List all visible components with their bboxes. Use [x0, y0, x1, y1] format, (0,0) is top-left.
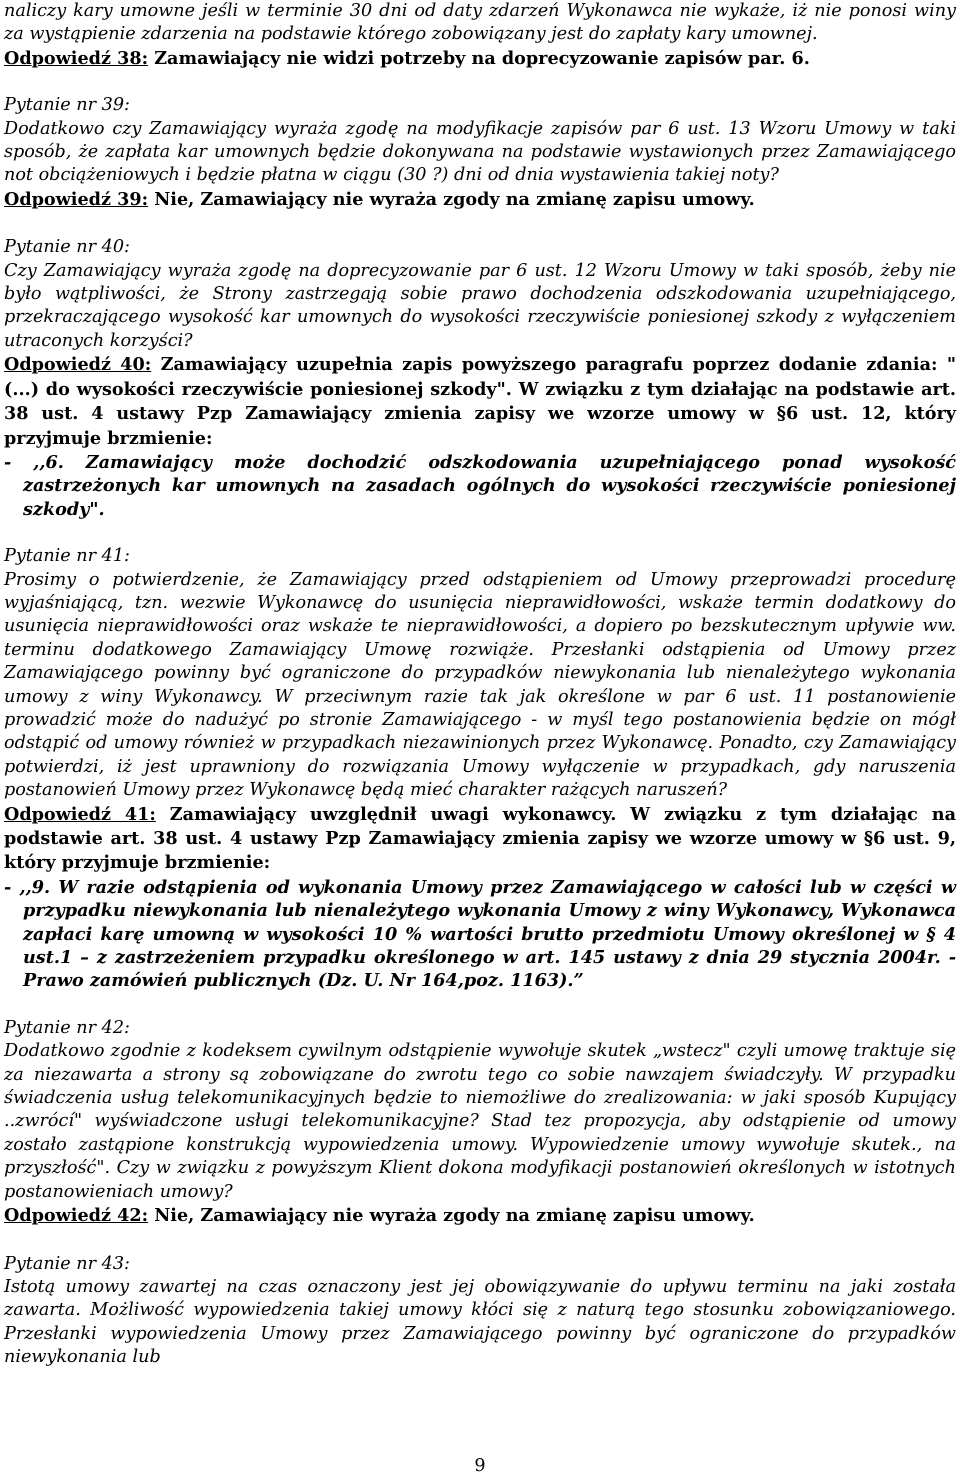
answer-text: Zamawiający uzupełnia zapis powyższego paragrafu poprzez dodanie zdania: "(...) do wysokości rzeczywiście poniesionej szkody". W związku z tym działając na podstawie art. 38 ust. 4 ustawy Pzp Zamawiający zmienia zapisy we wzorze umowy w §6 ust. 12, który przyjmuje brzmienie: — [4, 354, 956, 449]
answer-label: Odpowiedź 41: — [4, 803, 156, 825]
question-text-43: Istotą umowy zawartej na czas oznaczony jest jej obowiązywanie do upływu terminu na jaki została zawarta. Możliwość wypowiedzenia takiej umowy kłóci się z naturą tego stosunku zobowiązaniowego. Przesłanki wypowiedzenia Umowy przez Zamawiającego powinny być ograniczone do przypadków niewykonania lub — [4, 1276, 956, 1368]
continued-text — [4, 0, 956, 47]
answer-label: Odpowiedź 42: — [4, 1205, 149, 1227]
answer-label: Odpowiedź 39: — [4, 188, 149, 210]
question-text-40: Czy Zamawiający wyraża zgodę na doprecyzowanie par 6 ust. 12 Wzoru Umowy w taki sposób, żeby nie było wątpliwości, że Strony zastrzegają sobie prawo dochodzenia odszkodowania uzupełniającego, przekraczającego wysokość kar umownych do wysokości rzeczywiście poniesionej szkody z wyłączeniem utraconych korzyści? — [4, 260, 956, 351]
question-heading-40: Pytanie nr 40: — [4, 237, 130, 258]
question-heading-43: Pytanie nr 43: — [4, 1253, 130, 1274]
question-heading-42: Pytanie nr 42: — [4, 1017, 130, 1038]
answer-text: Nie, Zamawiający nie wyraża zgody na zmianę zapisu umowy. — [148, 188, 755, 210]
answer-38 — [4, 47, 956, 71]
question-heading-39: Pytanie nr 39: — [4, 95, 130, 116]
document-page — [4, 0, 956, 1370]
answer-text: Nie, Zamawiający nie wyraża zgody na zmianę zapisu umowy. — [148, 1205, 755, 1227]
question-text-39: Dodatkowo czy Zamawiający wyraża zgodę na modyfikacje zapisów par 6 ust. 13 Wzoru Umowy w taki sposób, że zapłata kar umownych będzie dokonywana na podstawie wystawionych przez Zamawiającego not obciążeniowych i będzie płatna w ciągu (30 ?) dni od dnia wystawienia takiej noty? — [4, 118, 956, 186]
question-text-42: Dodatkowo zgodnie z kodeksem cywilnym odstąpienie wywołuje skutek „wstecz" czyli umowę traktuje się za niezawarta a strony są zobowiązane do zwrotu tego co sobie nawzajem świadczyły. W przypadku świadczenia usług telekomunikacyjnych będzie to niemożliwe do zrealizowania: w jaki sposób Kupujący ..zwrócí" wyświadczone usługi telekomunikacyjne? Stad tez propozycja, aby odstąpienie od umowy zostało zastąpione konstrukcją wypowiedzenia umowy. Wypowiedzenie umowy wywołuje skutek., na przyszłość". Czy w związku z powyższym Klient dokona modyfikacji postanowień określonych w istotnych postanowieniach umowy? — [4, 1041, 956, 1202]
question-text-41: Prosimy o potwierdzenie, że Zamawiający przed odstąpieniem od Umowy przeprowadzi procedurę wyjaśniającą, tzn. wezwie Wykonawcę do usunięcia nieprawidłowości, wskaże termin dodatkowy do usunięcia nieprawidłowości oraz wskaże te nieprawidłowości, a dopiero po bezskutecznym upływie ww. terminu dodatkowego Zamawiający Umowę rozwiąże. Przesłanki odstąpienia od Umowy przez Zamawiającego powinny być ograniczone do przypadków niewykonania lub nienależytego wykonania umowy z winy Wykonawcy. W przeciwnym razie tak jak określone w par 6 ust. 11 postanowienie prowadzić może do nadużyć po stronie Zamawiającego - w myśl tego postanowienia będzie on mógł odstąpić od umowy również w przypadkach niezawinionych przez Wykonawcę. Ponadto, czy Zamawiający potwierdzi, iż jest uprawniony do rozwiązania Umowy wyłączenie w przypadkach, gdy naruszenia postanowień Umowy przez Wykonawcę będą mieć charakter rażących naruszeń? — [4, 569, 956, 801]
page-number: 9 — [474, 1456, 486, 1476]
answer-41 — [4, 803, 956, 876]
answer-label: Odpowiedź 38: — [4, 47, 149, 69]
answer-label: Odpowiedź 40: — [4, 354, 152, 376]
answer-39 — [4, 188, 956, 212]
amended-clause-40: - ,,6. Zamawiający może dochodzić odszkodowania uzupełniającego ponad wysokość zastrzeżonych kar umownych na zasadach ogólnych do wysokości rzeczywiście poniesionej szkody". — [4, 451, 956, 520]
question-text: naliczy kary umowne jeśli w terminie 30 dni od daty zdarzeń Wykonawca nie wykaże, iż nie ponosi winy za wystąpienie zdarzenia na podstawie którego zobowiązany jest do zapłaty kary umownej. — [4, 1, 956, 45]
answer-40 — [4, 353, 956, 451]
answer-text: Zamawiający nie widzi potrzeby na doprecyzowanie zapisów par. 6. — [148, 47, 810, 69]
answer-42 — [4, 1204, 956, 1228]
question-heading-41: Pytanie nr 41: — [4, 546, 130, 567]
amended-clause-41: - ,,9. W razie odstąpienia od wykonania Umowy przez Zamawiającego w całości lub w części w przypadku niewykonania lub nienależytego wykonania Umowy z winy Wykonawcy, Wykonawca zapłaci karę umowną w wysokości 10 % wartości brutto przedmiotu Umowy określonej w § 4 ust.1 – z zastrzeżeniem przypadku określonego w art. 145 ustawy z dnia 29 stycznia 2004r. - Prawo zamówień publicznych (Dz. U. Nr 164,poz. 1163).” — [4, 876, 956, 992]
answer-text: Zamawiający uwzględnił uwagi wykonawcy. W związku z tym działając na podstawie art. 38 ust. 4 ustawy Pzp Zamawiający zmienia zapisy we wzorze umowy w §6 ust. 9, który przyjmuje brzmienie: — [4, 803, 956, 874]
